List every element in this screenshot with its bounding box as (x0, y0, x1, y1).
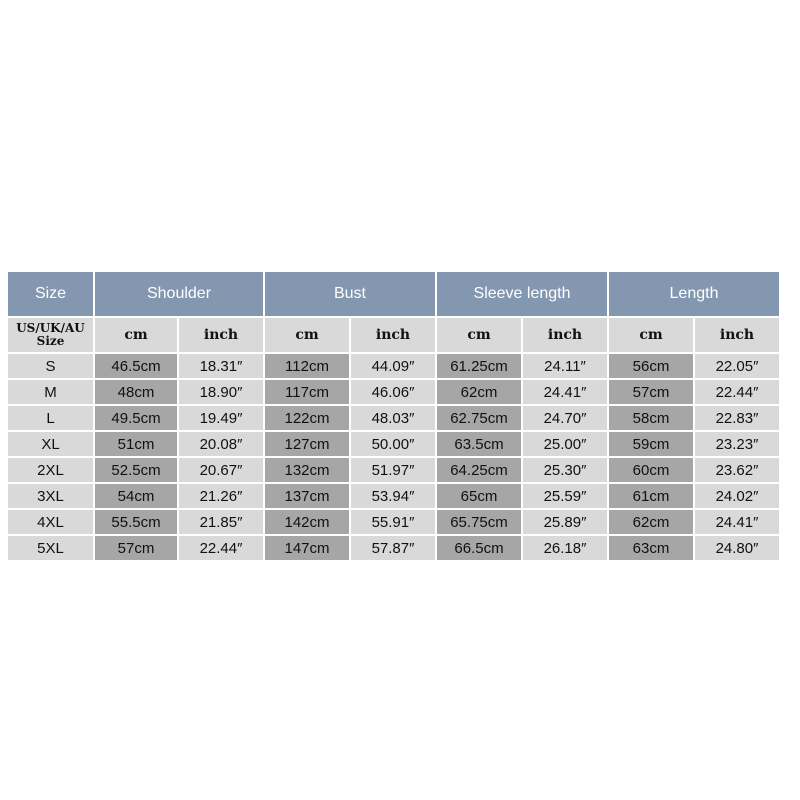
shoulder-header: Shoulder (95, 272, 263, 316)
length-cm-cell: 60cm (609, 458, 693, 482)
size-cell: 4XL (8, 510, 93, 534)
shoulder-inch-cell: 18.31″ (179, 354, 263, 378)
sleeve-cm-subheader: cm (437, 318, 521, 352)
table-row (8, 432, 779, 456)
bust-header: Bust (265, 272, 435, 316)
sleeve-inch-cell: 25.89″ (523, 510, 607, 534)
size-chart-table (6, 270, 781, 562)
bust-inch-cell: 48.03″ (351, 406, 435, 430)
bust-inch-cell: 53.94″ (351, 484, 435, 508)
bust-inch-cell: 51.97″ (351, 458, 435, 482)
length-cm-cell: 63cm (609, 536, 693, 560)
shoulder-inch-cell: 20.67″ (179, 458, 263, 482)
bust-cm-cell: 112cm (265, 354, 349, 378)
table-row (8, 354, 779, 378)
bust-inch-cell: 57.87″ (351, 536, 435, 560)
length-header: Length (609, 272, 779, 316)
length-inch-cell: 23.23″ (695, 432, 779, 456)
sleeve-cm-cell: 62cm (437, 380, 521, 404)
bust-inch-cell: 46.06″ (351, 380, 435, 404)
bust-cm-cell: 137cm (265, 484, 349, 508)
sleeve-cm-cell: 65cm (437, 484, 521, 508)
bust-inch-subheader: inch (351, 318, 435, 352)
shoulder-inch-cell: 21.85″ (179, 510, 263, 534)
sleeve-cm-cell: 65.75cm (437, 510, 521, 534)
size-label: Size (36, 334, 65, 348)
table-row (8, 536, 779, 560)
sleeve-inch-cell: 25.00″ (523, 432, 607, 456)
shoulder-inch-cell: 22.44″ (179, 536, 263, 560)
length-inch-cell: 24.80″ (695, 536, 779, 560)
size-cell: M (8, 380, 93, 404)
shoulder-inch-cell: 21.26″ (179, 484, 263, 508)
sleeve-inch-cell: 24.70″ (523, 406, 607, 430)
sleeve-cm-cell: 66.5cm (437, 536, 521, 560)
size-cell: 3XL (8, 484, 93, 508)
length-inch-cell: 22.83″ (695, 406, 779, 430)
sleeve-inch-cell: 26.18″ (523, 536, 607, 560)
sleeve-inch-cell: 24.11″ (523, 354, 607, 378)
table-row (8, 380, 779, 404)
shoulder-cm-cell: 55.5cm (95, 510, 177, 534)
length-cm-cell: 58cm (609, 406, 693, 430)
table-row (8, 458, 779, 482)
sleeve-inch-cell: 25.59″ (523, 484, 607, 508)
sleeve-cm-cell: 63.5cm (437, 432, 521, 456)
length-cm-cell: 59cm (609, 432, 693, 456)
shoulder-inch-cell: 20.08″ (179, 432, 263, 456)
shoulder-cm-cell: 57cm (95, 536, 177, 560)
length-inch-cell: 22.05″ (695, 354, 779, 378)
sleeve-inch-cell: 25.30″ (523, 458, 607, 482)
length-inch-cell: 22.44″ (695, 380, 779, 404)
shoulder-inch-subheader: inch (179, 318, 263, 352)
length-cm-cell: 56cm (609, 354, 693, 378)
table-row (8, 484, 779, 508)
bust-cm-cell: 122cm (265, 406, 349, 430)
bust-cm-subheader: cm (265, 318, 349, 352)
bust-inch-cell: 50.00″ (351, 432, 435, 456)
length-cm-cell: 57cm (609, 380, 693, 404)
shoulder-cm-cell: 54cm (95, 484, 177, 508)
length-inch-subheader: inch (695, 318, 779, 352)
shoulder-cm-subheader: cm (95, 318, 177, 352)
shoulder-inch-cell: 18.90″ (179, 380, 263, 404)
subheader-row (8, 318, 779, 352)
bust-cm-cell: 132cm (265, 458, 349, 482)
shoulder-cm-cell: 52.5cm (95, 458, 177, 482)
sleeve-cm-cell: 61.25cm (437, 354, 521, 378)
sleeve-cm-cell: 64.25cm (437, 458, 521, 482)
size-cell: S (8, 354, 93, 378)
size-region-subheader (8, 318, 93, 352)
bust-cm-cell: 127cm (265, 432, 349, 456)
shoulder-cm-cell: 49.5cm (95, 406, 177, 430)
bust-cm-cell: 147cm (265, 536, 349, 560)
length-inch-cell: 24.41″ (695, 510, 779, 534)
sleeve-inch-cell: 24.41″ (523, 380, 607, 404)
length-cm-cell: 62cm (609, 510, 693, 534)
length-inch-cell: 23.62″ (695, 458, 779, 482)
shoulder-cm-cell: 48cm (95, 380, 177, 404)
sleeve-inch-subheader: inch (523, 318, 607, 352)
length-cm-cell: 61cm (609, 484, 693, 508)
table-row (8, 510, 779, 534)
size-header: Size (8, 272, 93, 316)
size-region-label: US/UK/AU (16, 321, 85, 335)
shoulder-cm-cell: 46.5cm (95, 354, 177, 378)
size-cell: 2XL (8, 458, 93, 482)
size-cell: XL (8, 432, 93, 456)
length-cm-subheader: cm (609, 318, 693, 352)
sleeve-length-header: Sleeve length (437, 272, 607, 316)
sleeve-cm-cell: 62.75cm (437, 406, 521, 430)
header-row (8, 272, 779, 316)
table-row (8, 406, 779, 430)
bust-inch-cell: 44.09″ (351, 354, 435, 378)
bust-cm-cell: 117cm (265, 380, 349, 404)
size-cell: L (8, 406, 93, 430)
bust-cm-cell: 142cm (265, 510, 349, 534)
size-cell: 5XL (8, 536, 93, 560)
shoulder-inch-cell: 19.49″ (179, 406, 263, 430)
shoulder-cm-cell: 51cm (95, 432, 177, 456)
bust-inch-cell: 55.91″ (351, 510, 435, 534)
length-inch-cell: 24.02″ (695, 484, 779, 508)
